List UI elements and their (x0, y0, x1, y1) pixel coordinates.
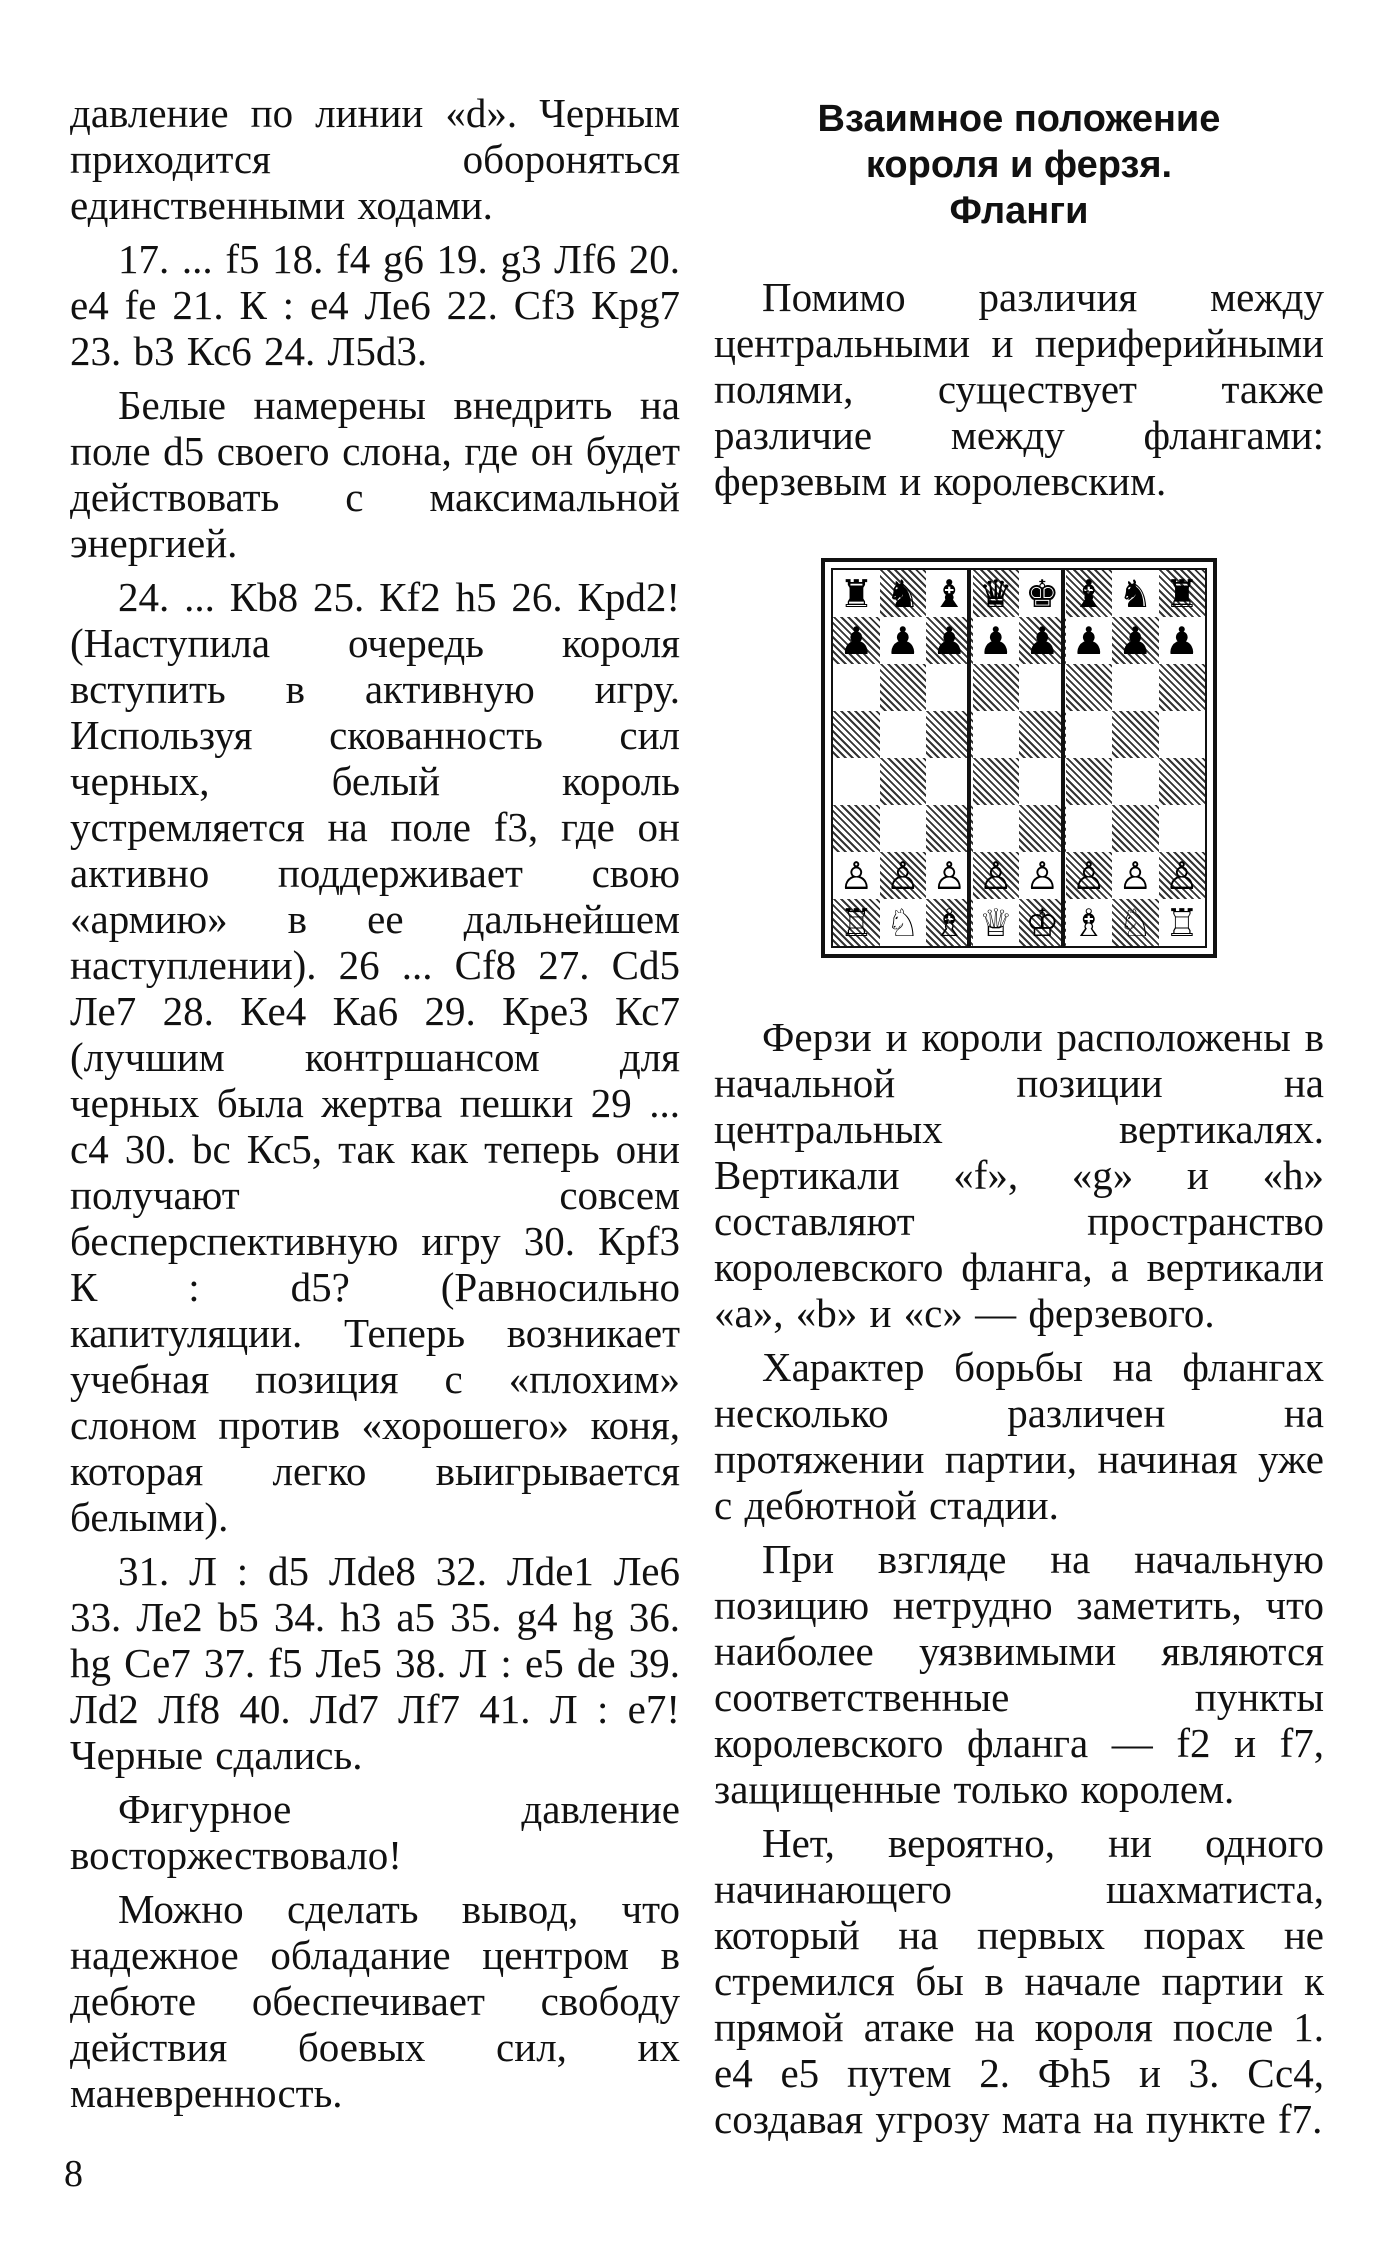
board-square (1019, 664, 1066, 711)
section-heading (714, 96, 1324, 234)
chess-piece-icon: ♝ (932, 571, 967, 616)
chess-piece-square (926, 852, 973, 899)
chess-piece-square (1159, 570, 1206, 617)
chess-piece-square (1019, 899, 1066, 946)
board-square (1066, 711, 1113, 758)
chess-piece-icon: ♙ (932, 853, 967, 898)
chess-piece-square (880, 570, 927, 617)
chess-piece-square (880, 899, 927, 946)
chess-piece-icon: ♞ (885, 571, 920, 616)
chess-piece-square (880, 852, 927, 899)
chess-piece-icon: ♟ (1071, 618, 1106, 663)
board-square (1112, 711, 1159, 758)
board-square (880, 758, 927, 805)
paragraph: Фигурное давление восторжествовало! (70, 1786, 680, 1878)
chess-piece-icon: ♙ (1164, 853, 1199, 898)
chess-piece-icon: ♟ (885, 618, 920, 663)
board-square (880, 711, 927, 758)
chess-piece-square (880, 617, 927, 664)
chess-piece-square (1066, 899, 1113, 946)
heading-line: короля и ферзя. (865, 144, 1173, 186)
chess-piece-square (833, 899, 880, 946)
chess-piece-square (1019, 852, 1066, 899)
paragraph: 17. ... f5 18. f4 g6 19. g3 Лf6 20. e4 fe 21. К : e4 Ле6 22. Сf3 Крg7 23. b3 Кс6 24. Л5d3. (70, 236, 680, 374)
chess-piece-square (833, 617, 880, 664)
board-square (1019, 711, 1066, 758)
chess-piece-icon: ♟ (1164, 618, 1199, 663)
chess-piece-icon: ♖ (1164, 900, 1199, 945)
chess-piece-icon: ♖ (839, 900, 874, 945)
paragraph: давление по линии «d». Черным приходится обороняться единственными ходами. (70, 90, 680, 228)
board-square (1159, 664, 1206, 711)
chess-piece-icon: ♕ (978, 900, 1013, 945)
chess-piece-square (926, 899, 973, 946)
paragraph: При взгляде на начальную позицию нетрудно заметить, что наиболее уязвимыми являются соответственные пункты королевского фланга — f2 и f7, защищенные только королем. (714, 1536, 1324, 1812)
board-square (833, 805, 880, 852)
chess-piece-icon: ♟ (1118, 618, 1153, 663)
chess-piece-square (1112, 617, 1159, 664)
chess-piece-icon: ♜ (839, 571, 874, 616)
board-square (1159, 711, 1206, 758)
chess-piece-square (833, 852, 880, 899)
board-square (880, 805, 927, 852)
chess-piece-icon: ♙ (885, 853, 920, 898)
chess-piece-square (973, 899, 1020, 946)
chess-piece-icon: ♙ (1118, 853, 1153, 898)
board-square (1066, 664, 1113, 711)
board-square (926, 711, 973, 758)
chess-piece-square (1112, 570, 1159, 617)
chess-piece-icon: ♝ (1071, 571, 1106, 616)
board-square (1159, 805, 1206, 852)
chess-piece-square (973, 852, 1020, 899)
board-square (926, 664, 973, 711)
chess-piece-icon: ♟ (839, 618, 874, 663)
paragraph: Ферзи и короли расположены в начальной позиции на центральных вертикалях. Вертикали «f», «g» и «h» составляют пространство королевского фланга, а вертикали «а», «b» и «с» — ферзевого. (714, 1014, 1324, 1336)
chess-piece-icon: ♛ (978, 571, 1013, 616)
chess-piece-icon: ♙ (978, 853, 1013, 898)
paragraph: Белые намерены внедрить на поле d5 своего слона, где он будет действовать с максимальной энергией. (70, 382, 680, 566)
chess-piece-square (973, 617, 1020, 664)
heading-line: Фланги (949, 190, 1089, 232)
paragraph: 24. ... Кb8 25. Кf2 h5 26. Крd2! (Наступила очередь короля вступить в активную игру. Используя скованность сил черных, белый король устремляется на поле f3, где он активно поддерживает свою «армию» в ее дальнейшем наступлении). 26 ... Сf8 27. Сd5 Ле7 28. Кe4 Ка6 29. Крe3 Кс7 (лучшим контршансом для черных была жертва пешки 29 ... с4 30. bc Кс5, так как теперь они получают совсем бесперспективную игру 30. Крf3 К : d5? (Равносильно капитуляции. Теперь возникает учебная позиция с «плохим» слоном против «хорошего» коня, которая легко выигрывается белыми). (70, 574, 680, 1540)
paragraph: Нет, вероятно, ни одного начинающего шахматиста, который на первых порах не стремился бы в начале партии к прямой атаке на короля после 1. e4 e5 путем 2. Фh5 и 3. Сс4, создавая угрозу мата на пункте f7. (714, 1820, 1324, 2142)
paragraph: Можно сделать вывод, что надежное обладание центром в дебюте обеспечивает свободу действия боевых сил, их маневренность. (70, 1886, 680, 2116)
chess-piece-icon: ♞ (1118, 571, 1153, 616)
board-square (1019, 758, 1066, 805)
chess-piece-square (1159, 899, 1206, 946)
chess-piece-icon: ♙ (839, 853, 874, 898)
flank-divider-right (1061, 568, 1065, 948)
paragraph: Характер борьбы на флангах несколько различен на протяжении партии, начиная уже с дебютной стадии. (714, 1344, 1324, 1528)
board-square (1066, 758, 1113, 805)
board-square (973, 758, 1020, 805)
chess-piece-square (1066, 617, 1113, 664)
chess-piece-square (926, 617, 973, 664)
chess-piece-square (1112, 852, 1159, 899)
chess-piece-icon: ♜ (1164, 571, 1199, 616)
left-column (70, 90, 680, 2124)
board-grid (831, 568, 1207, 948)
board-square (973, 664, 1020, 711)
chess-piece-icon: ♚ (1025, 571, 1060, 616)
chess-piece-square (1066, 570, 1113, 617)
chess-piece-square (1066, 852, 1113, 899)
board-square (833, 711, 880, 758)
flank-divider-left (967, 568, 971, 948)
page-number: 8 (64, 2153, 83, 2195)
chess-piece-square (1019, 617, 1066, 664)
chess-piece-square (1159, 617, 1206, 664)
board-square (926, 758, 973, 805)
board-square (973, 711, 1020, 758)
chess-piece-square (1159, 852, 1206, 899)
board-square (1066, 805, 1113, 852)
chess-piece-icon: ♟ (978, 618, 1013, 663)
chess-board (821, 558, 1217, 958)
board-square (1019, 805, 1066, 852)
chess-piece-square (926, 570, 973, 617)
board-square (1112, 758, 1159, 805)
chess-piece-square (833, 570, 880, 617)
right-column (714, 90, 1324, 2150)
intro-paragraph: Помимо различия между центральными и периферийными полями, существует также различие между флангами: ферзевым и королевским. (714, 274, 1324, 504)
board-square (926, 805, 973, 852)
chess-piece-icon: ♗ (1071, 900, 1106, 945)
chess-piece-icon: ♟ (932, 618, 967, 663)
board-square (973, 805, 1020, 852)
chess-piece-square (1019, 570, 1066, 617)
chess-piece-icon: ♘ (885, 900, 920, 945)
paragraph: 31. Л : d5 Лde8 32. Лde1 Ле6 33. Ле2 b5 34. h3 a5 35. g4 hg 36. hg Се7 37. f5 Ле5 38. Л : e5 de 39. Лd2 Лf8 40. Лd7 Лf7 41. Л : e7! Черные сдались. (70, 1548, 680, 1778)
chess-piece-icon: ♘ (1118, 900, 1153, 945)
board-square (1112, 805, 1159, 852)
chess-piece-icon: ♙ (1071, 853, 1106, 898)
board-square (880, 664, 927, 711)
chess-diagram (714, 558, 1324, 958)
board-square (833, 664, 880, 711)
board-square (1112, 664, 1159, 711)
chess-piece-icon: ♙ (1025, 853, 1060, 898)
chess-piece-square (973, 570, 1020, 617)
chess-piece-icon: ♔ (1025, 900, 1060, 945)
board-square (833, 758, 880, 805)
chess-piece-icon: ♟ (1025, 618, 1060, 663)
chess-piece-icon: ♗ (932, 900, 967, 945)
chess-piece-square (1112, 899, 1159, 946)
board-square (1159, 758, 1206, 805)
heading-line: Взаимное положение (817, 98, 1221, 140)
